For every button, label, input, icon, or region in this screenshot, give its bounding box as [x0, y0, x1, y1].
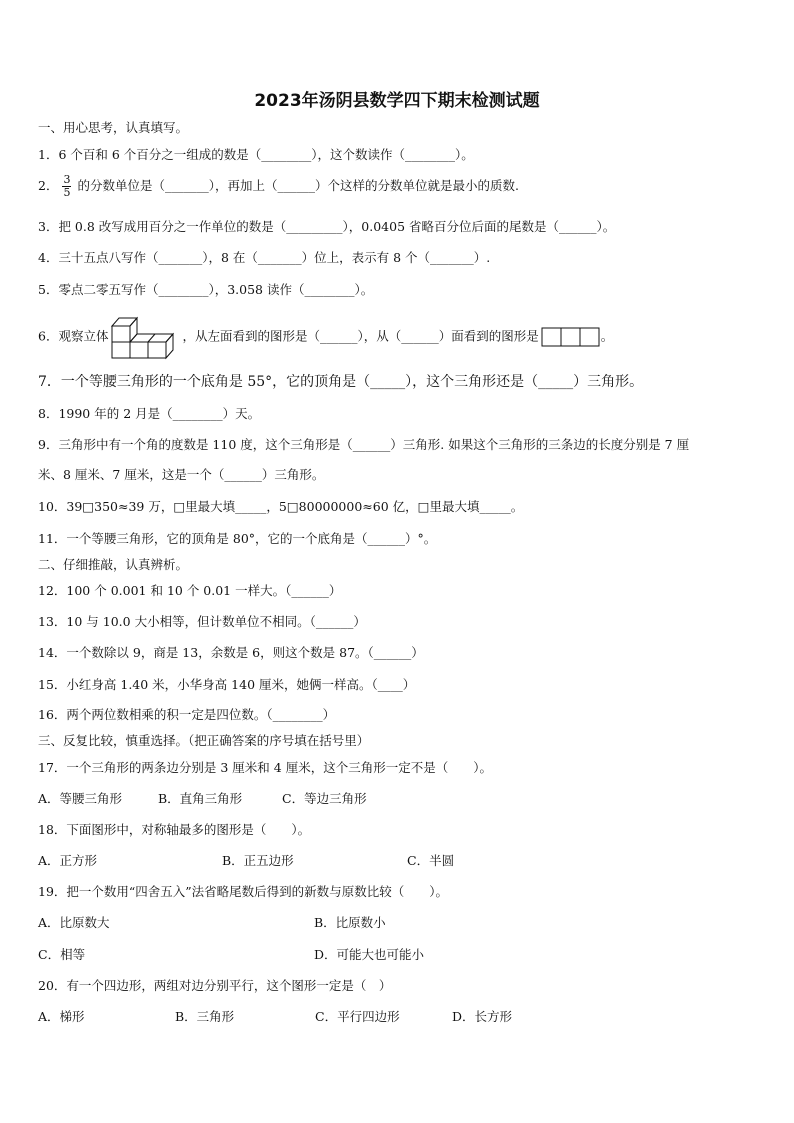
- question-20: 20．有一个四边形，两组对边分别平行，这个图形一定是（ ）: [38, 978, 392, 993]
- question-6-text-a: 6．观察立体: [38, 328, 109, 344]
- question-9-line-2: 米、8 厘米、7 厘米，这是一个（______）三角形。: [38, 467, 325, 482]
- question-15: 15．小红身高 1.40 米，小华身高 140 厘米，她俩一样高。（____）: [38, 677, 416, 692]
- q20-option-b: B．三角形: [175, 1009, 235, 1024]
- fraction-denominator: 5: [63, 186, 71, 199]
- question-1: 1．6 个百和 6 个百分之一组成的数是（________），这个数读作（________）。: [38, 147, 474, 162]
- question-4: 4．三十五点八写作（_______），8 在（_______）位上，表示有 8 个（_______）.: [38, 250, 491, 265]
- q19-option-b: B．比原数小: [314, 915, 386, 930]
- question-13: 13．10 与 10.0 大小相等，但计数单位不相同。（______）: [38, 614, 366, 629]
- q19-option-a: A．比原数大: [38, 915, 110, 930]
- q17-option-a: A．等腰三角形: [38, 791, 123, 806]
- q18-option-a: A．正方形: [38, 853, 98, 868]
- question-7: 7．一个等腰三角形的一个底角是 55°，它的顶角是（_____），这个三角形还是（_____）三角形。: [38, 374, 644, 390]
- q19-option-d: D．可能大也可能小: [314, 947, 425, 962]
- q20-option-a: A．梯形: [38, 1009, 85, 1024]
- question-10: 10．39□350≈39 万，□里最大填_____，5□80000000≈60 亿，□里最大填_____。: [38, 499, 524, 514]
- question-2: [38, 174, 519, 199]
- section-heading-3: 三、反复比较，慎重选择。（把正确答案的序号填在括号里）: [38, 733, 370, 748]
- question-5: 5．零点二零五写作（________），3.058 读作（________）。: [38, 282, 374, 297]
- question-2-number: 2．: [38, 178, 59, 193]
- page-title: 2023年汤阴县数学四下期末检测试题: [254, 91, 540, 111]
- three-squares-icon: [541, 327, 601, 347]
- question-17: 17．一个三角形的两条边分别是 3 厘米和 4 厘米，这个三角形一定不是（ ）。: [38, 760, 492, 775]
- q17-option-c: C．等边三角形: [282, 791, 367, 806]
- q19-option-c: C．相等: [38, 947, 86, 962]
- question-2-text: 的分数单位是（_______），再加上（______）个这样的分数单位就是最小的质数.: [77, 178, 519, 193]
- question-12: 12．100 个 0.001 和 10 个 0.01 一样大。（______）: [38, 583, 342, 598]
- question-6-text-c: 。: [600, 328, 614, 344]
- question-18: 18．下面图形中，对称轴最多的图形是（ ）。: [38, 822, 311, 837]
- section-heading-1: 一、用心思考，认真填写。: [38, 120, 189, 135]
- question-8: 8．1990 年的 2 月是（________）天。: [38, 406, 261, 421]
- solid-figure-icon: [110, 314, 180, 360]
- question-14: 14．一个数除以 9，商是 13，余数是 6，则这个数是 87。（______）: [38, 645, 424, 660]
- question-3: 3．把 0.8 改写成用百分之一作单位的数是（_________），0.0405 省略百分位后面的尾数是（______）。: [38, 219, 616, 234]
- question-19: 19．把一个数用“四舍五入”法省略尾数后得到的新数与原数比较（ ）。: [38, 884, 448, 899]
- q18-option-b: B．正五边形: [222, 853, 294, 868]
- q20-option-c: C．平行四边形: [315, 1009, 400, 1024]
- fraction-numerator: 3: [63, 173, 71, 186]
- question-6: [38, 314, 613, 360]
- section-heading-2: 二、仔细推敲，认真辨析。: [38, 557, 189, 572]
- question-16: 16．两个两位数相乘的积一定是四位数。（________）: [38, 707, 336, 722]
- fraction: [62, 174, 71, 199]
- question-6-text-b: ，从左面看到的图形是（______），从（______）面看到的图形是: [182, 328, 539, 344]
- q17-option-b: B．直角三角形: [158, 791, 243, 806]
- question-9-line-1: 9．三角形中有一个角的度数是 110 度，这个三角形是（______）三角形. 如果这个三角形的三条边的长度分别是 7 厘: [38, 437, 690, 452]
- q20-option-d: D．长方形: [452, 1009, 513, 1024]
- question-11: 11．一个等腰三角形，它的顶角是 80°，它的一个底角是（______）°。: [38, 531, 437, 546]
- q18-option-c: C．半圆: [407, 853, 455, 868]
